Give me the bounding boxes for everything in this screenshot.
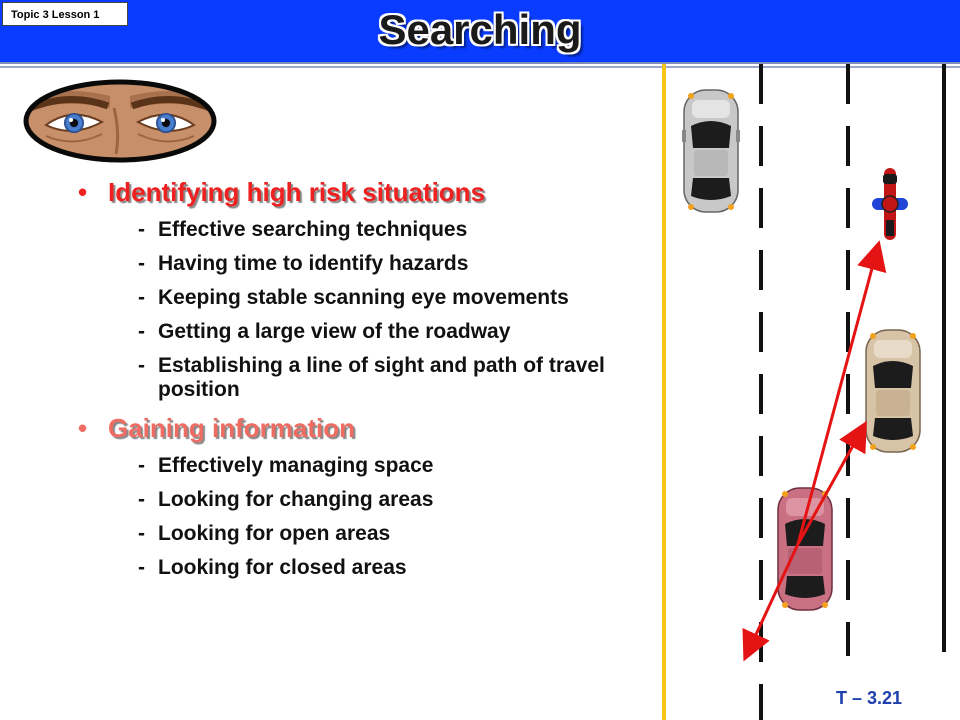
list-item-text: Looking for open areas: [158, 522, 391, 545]
list-item: [78, 286, 638, 310]
list-item: [78, 556, 638, 580]
dash-marker: -: [138, 252, 145, 275]
slide-number: T – 3.21: [836, 688, 903, 708]
silver-car: [682, 90, 740, 212]
list-item-text: Looking for changing areas: [158, 488, 434, 511]
gaining-info-list: [78, 454, 638, 580]
bullet-dot: •: [78, 177, 88, 207]
list-item: [78, 252, 638, 276]
dash-marker: -: [138, 522, 145, 545]
list-item-text: Establishing a line of sight and path of travel position: [158, 354, 605, 401]
section-heading-high-risk: [78, 176, 638, 208]
dash-marker: -: [138, 286, 145, 309]
dash-marker: -: [138, 454, 145, 477]
section-heading-text: Gaining information: [108, 413, 355, 443]
list-item-text: Effective searching techniques: [158, 218, 468, 241]
list-item-text: Effectively managing space: [158, 454, 434, 477]
list-item-text: Having time to identify hazards: [158, 252, 469, 275]
page-title: Searching: [378, 6, 582, 53]
list-item: [78, 522, 638, 546]
dash-marker: -: [138, 488, 145, 511]
list-item-text: Keeping stable scanning eye movements: [158, 286, 569, 309]
list-item: [78, 454, 638, 478]
section-heading-text: Identifying high risk situations: [108, 177, 486, 207]
dash-marker: -: [138, 354, 145, 377]
high-risk-list: [78, 218, 638, 402]
list-item: [78, 218, 638, 242]
dash-marker: -: [138, 556, 145, 579]
list-item-text: Looking for closed areas: [158, 556, 407, 579]
motorcycle: [872, 168, 908, 240]
bullet-dot: •: [78, 413, 88, 443]
eyes-illustration: [22, 78, 218, 164]
dash-marker: -: [138, 320, 145, 343]
pink-car: [778, 488, 832, 610]
road-edge-line: [942, 64, 946, 652]
topic-tag: Topic 3 Lesson 1: [2, 2, 128, 26]
bullet-content: [78, 176, 638, 590]
tan-car: [866, 330, 920, 452]
section-heading-gaining-info: [78, 412, 638, 444]
list-item: [78, 320, 638, 344]
road-diagram: [660, 64, 960, 720]
list-item: [78, 488, 638, 512]
dash-marker: -: [138, 218, 145, 241]
list-item: [78, 354, 638, 402]
list-item-text: Getting a large view of the roadway: [158, 320, 511, 343]
yellow-center-line: [662, 64, 666, 720]
